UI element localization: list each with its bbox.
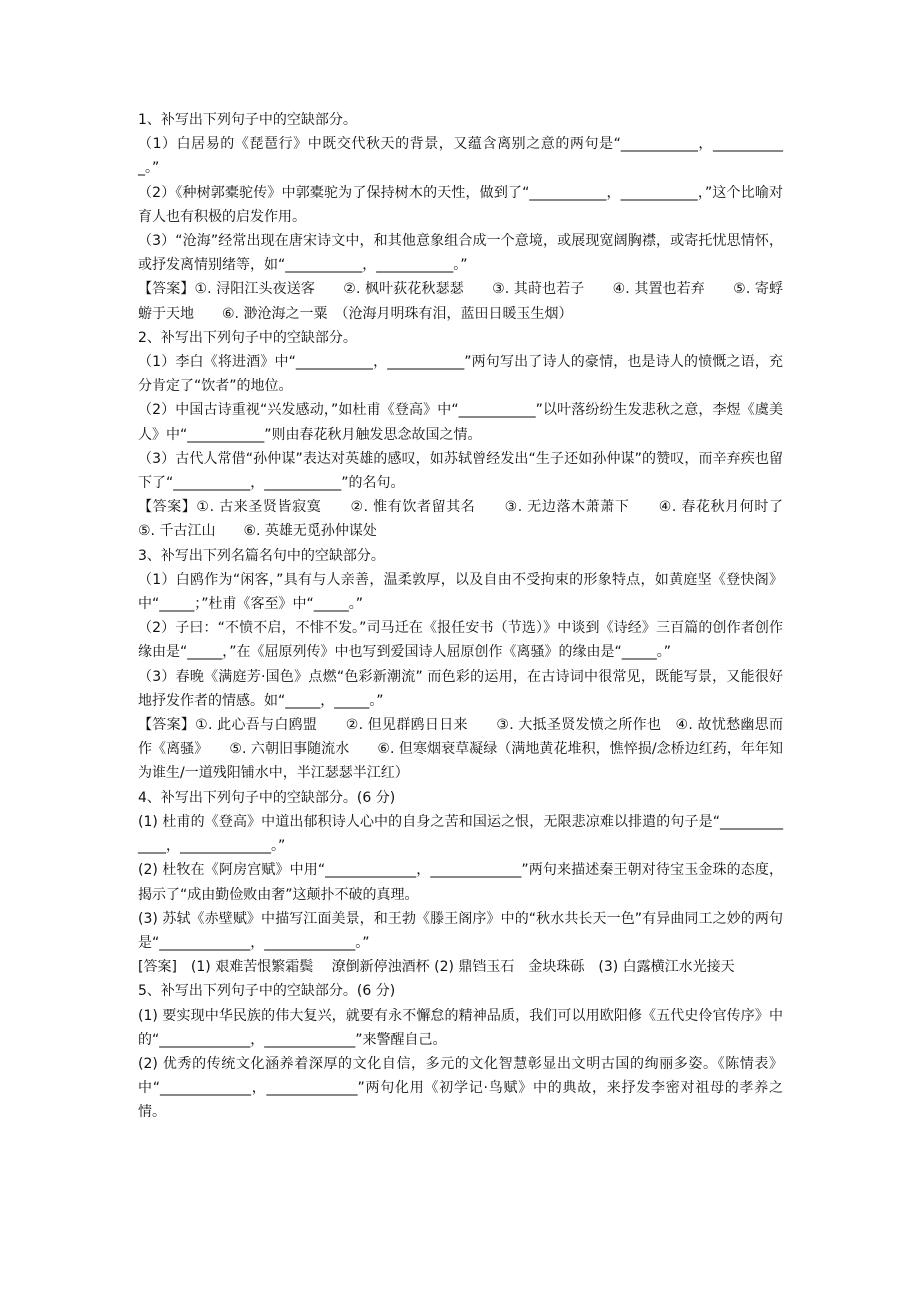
question-5-heading: 5、补写出下列句子中的空缺部分。(6 分) [138,983,396,1000]
question-4-item-3: (3) 苏轼《赤壁赋》中描写江面美景，和王勃《滕王阁序》中的“秋水共长天一色”有异曲同工之妙的两句是“_____________，_____________。” [138,910,783,951]
question-3-item-3: （3）春晚《满庭芳·国色》点燃“色彩新潮流” 而色彩的运用，在古诗词中很常见，既能写景，又能很好地抒发作者的情感。如“_____，_____。” [138,668,783,709]
question-3-item-1: （1）白鸥作为“闲客，”具有与人亲善，温柔敦厚，以及自由不受拘束的形象特点，如黄庭坚《登快阁》中“_____；”杜甫《客至》中“_____。” [138,571,783,613]
question-2-heading: 2、补写出下列句子中的空缺部分。 [138,329,357,346]
question-2-item-1: （1）李白《将进酒》中“___________，___________”两句写出了诗人的豪情，也是诗人的愤慨之语，充分肯定了“饮者”的地位。 [138,354,783,395]
question-4-item-2: (2) 杜牧在《阿房宫赋》中用“_____________，_____________”两句来描述秦王朝对待宝玉金珠的态度，揭示了“成由勤俭败由奢”这颠扑不破的真理。 [138,862,783,903]
question-2-answer: 【答案】①. 古来圣贤皆寂寞 ②. 惟有饮者留其名 ③. 无边落木萧萧下 ④. 春花秋月何时了 ⑤. 千古江山 ⑥. 英雄无觅孙仲谋处 [138,499,811,540]
question-5-item-1: (1) 要实现中华民族的伟大复兴，就要有永不懈怠的精神品质，我们可以用欧阳修《五代史伶官传序》中的“_____________，_____________”来警醒自己。 [138,1007,783,1048]
document-body [138,108,811,1125]
question-2-item-3: （3）古代人常借“孙仲谋”表达对英雄的感叹，如苏轼曾经发出“生子还如孙仲谋”的赞叹，而辛弃疾也留下了“___________，___________”的名句。 [138,450,783,492]
question-2-item-2: （2）中国古诗重视“兴发感动，”如杜甫《登高》中“___________”以叶落纷纷生发悲秋之意，李煜《虞美人》中“___________”则由春花秋月触发思念故国之情。 [138,402,783,443]
question-4-item-1: (1) 杜甫的《登高》中道出郁积诗人心中的自身之苦和国运之恨，无限悲凉难以排遣的句子是“_____________，_____________。” [138,813,783,855]
question-1-item-1: （1）白居易的《琵琶行》中既交代秋天的背景，又蕴含离别之意的两句是“___________，___________。” [138,136,783,177]
question-3-answer: 【答案】①. 此心吾与白鸥盟 ②. 但见群鸥日日来 ③. 大抵圣贤发愤之所作也 ④. 故忧愁幽思而作《离骚》 ⑤. 六朝旧事随流水 ⑥. 但寒烟衰草凝绿（满地黄花堆积，憔悴损/念桥边红药，年年知为谁生/一道残阳铺水中，半江瑟瑟半江红） [138,717,783,782]
question-3-heading: 3、补写出下列名篇名句中的空缺部分。 [138,547,385,564]
question-4-answer: [答案] (1) 艰难苦恨繁霜鬓 潦倒新停浊酒杯 (2) 鼎铛玉石 金块珠砾 (3) 白露横江水光接天 [138,959,735,976]
question-1-item-3: （3）“沧海”经常出现在唐宋诗文中，和其他意象组合成一个意境，或展现宽阔胸襟，或寄托忧思情怀，或抒发离情别绪等，如“___________，___________。” [138,233,783,274]
question-1-item-2: （2）《种树郭橐驼传》中郭橐驼为了保持树木的天性，做到了“___________，___________，”这个比喻对育人也有积极的启发作用。 [138,184,783,225]
question-5-item-2: (2) 优秀的传统文化涵养着深厚的文化自信，多元的文化智慧彰显出文明古国的绚丽多姿。《陈情表》中“_____________，_____________”两句化用《初学记·鸟赋》中的典故，来抒发李密对祖母的孝养之情。 [138,1055,783,1121]
question-3-item-2: （2）子曰：“不愤不启，不悱不发。”司马迁在《报任安书（节选）》中谈到《诗经》三百篇的创作者创作缘由是“_____，”在《屈原列传》中也写到爱国诗人屈原创作《离骚》的缘由是“_____。” [138,620,783,661]
question-1-heading: 1、补写出下列句子中的空缺部分。 [138,112,357,128]
question-1-answer: 【答案】①. 浔阳江头夜送客 ②. 枫叶荻花秋瑟瑟 ③. 其莳也若子 ④. 其置也若弃 ⑤. 寄蜉蝣于天地 ⑥. 渺沧海之一粟 （沧海月明珠有泪，蓝田日暖玉生烟） [138,281,783,322]
question-4-heading: 4、补写出下列句子中的空缺部分。(6 分) [138,789,396,806]
